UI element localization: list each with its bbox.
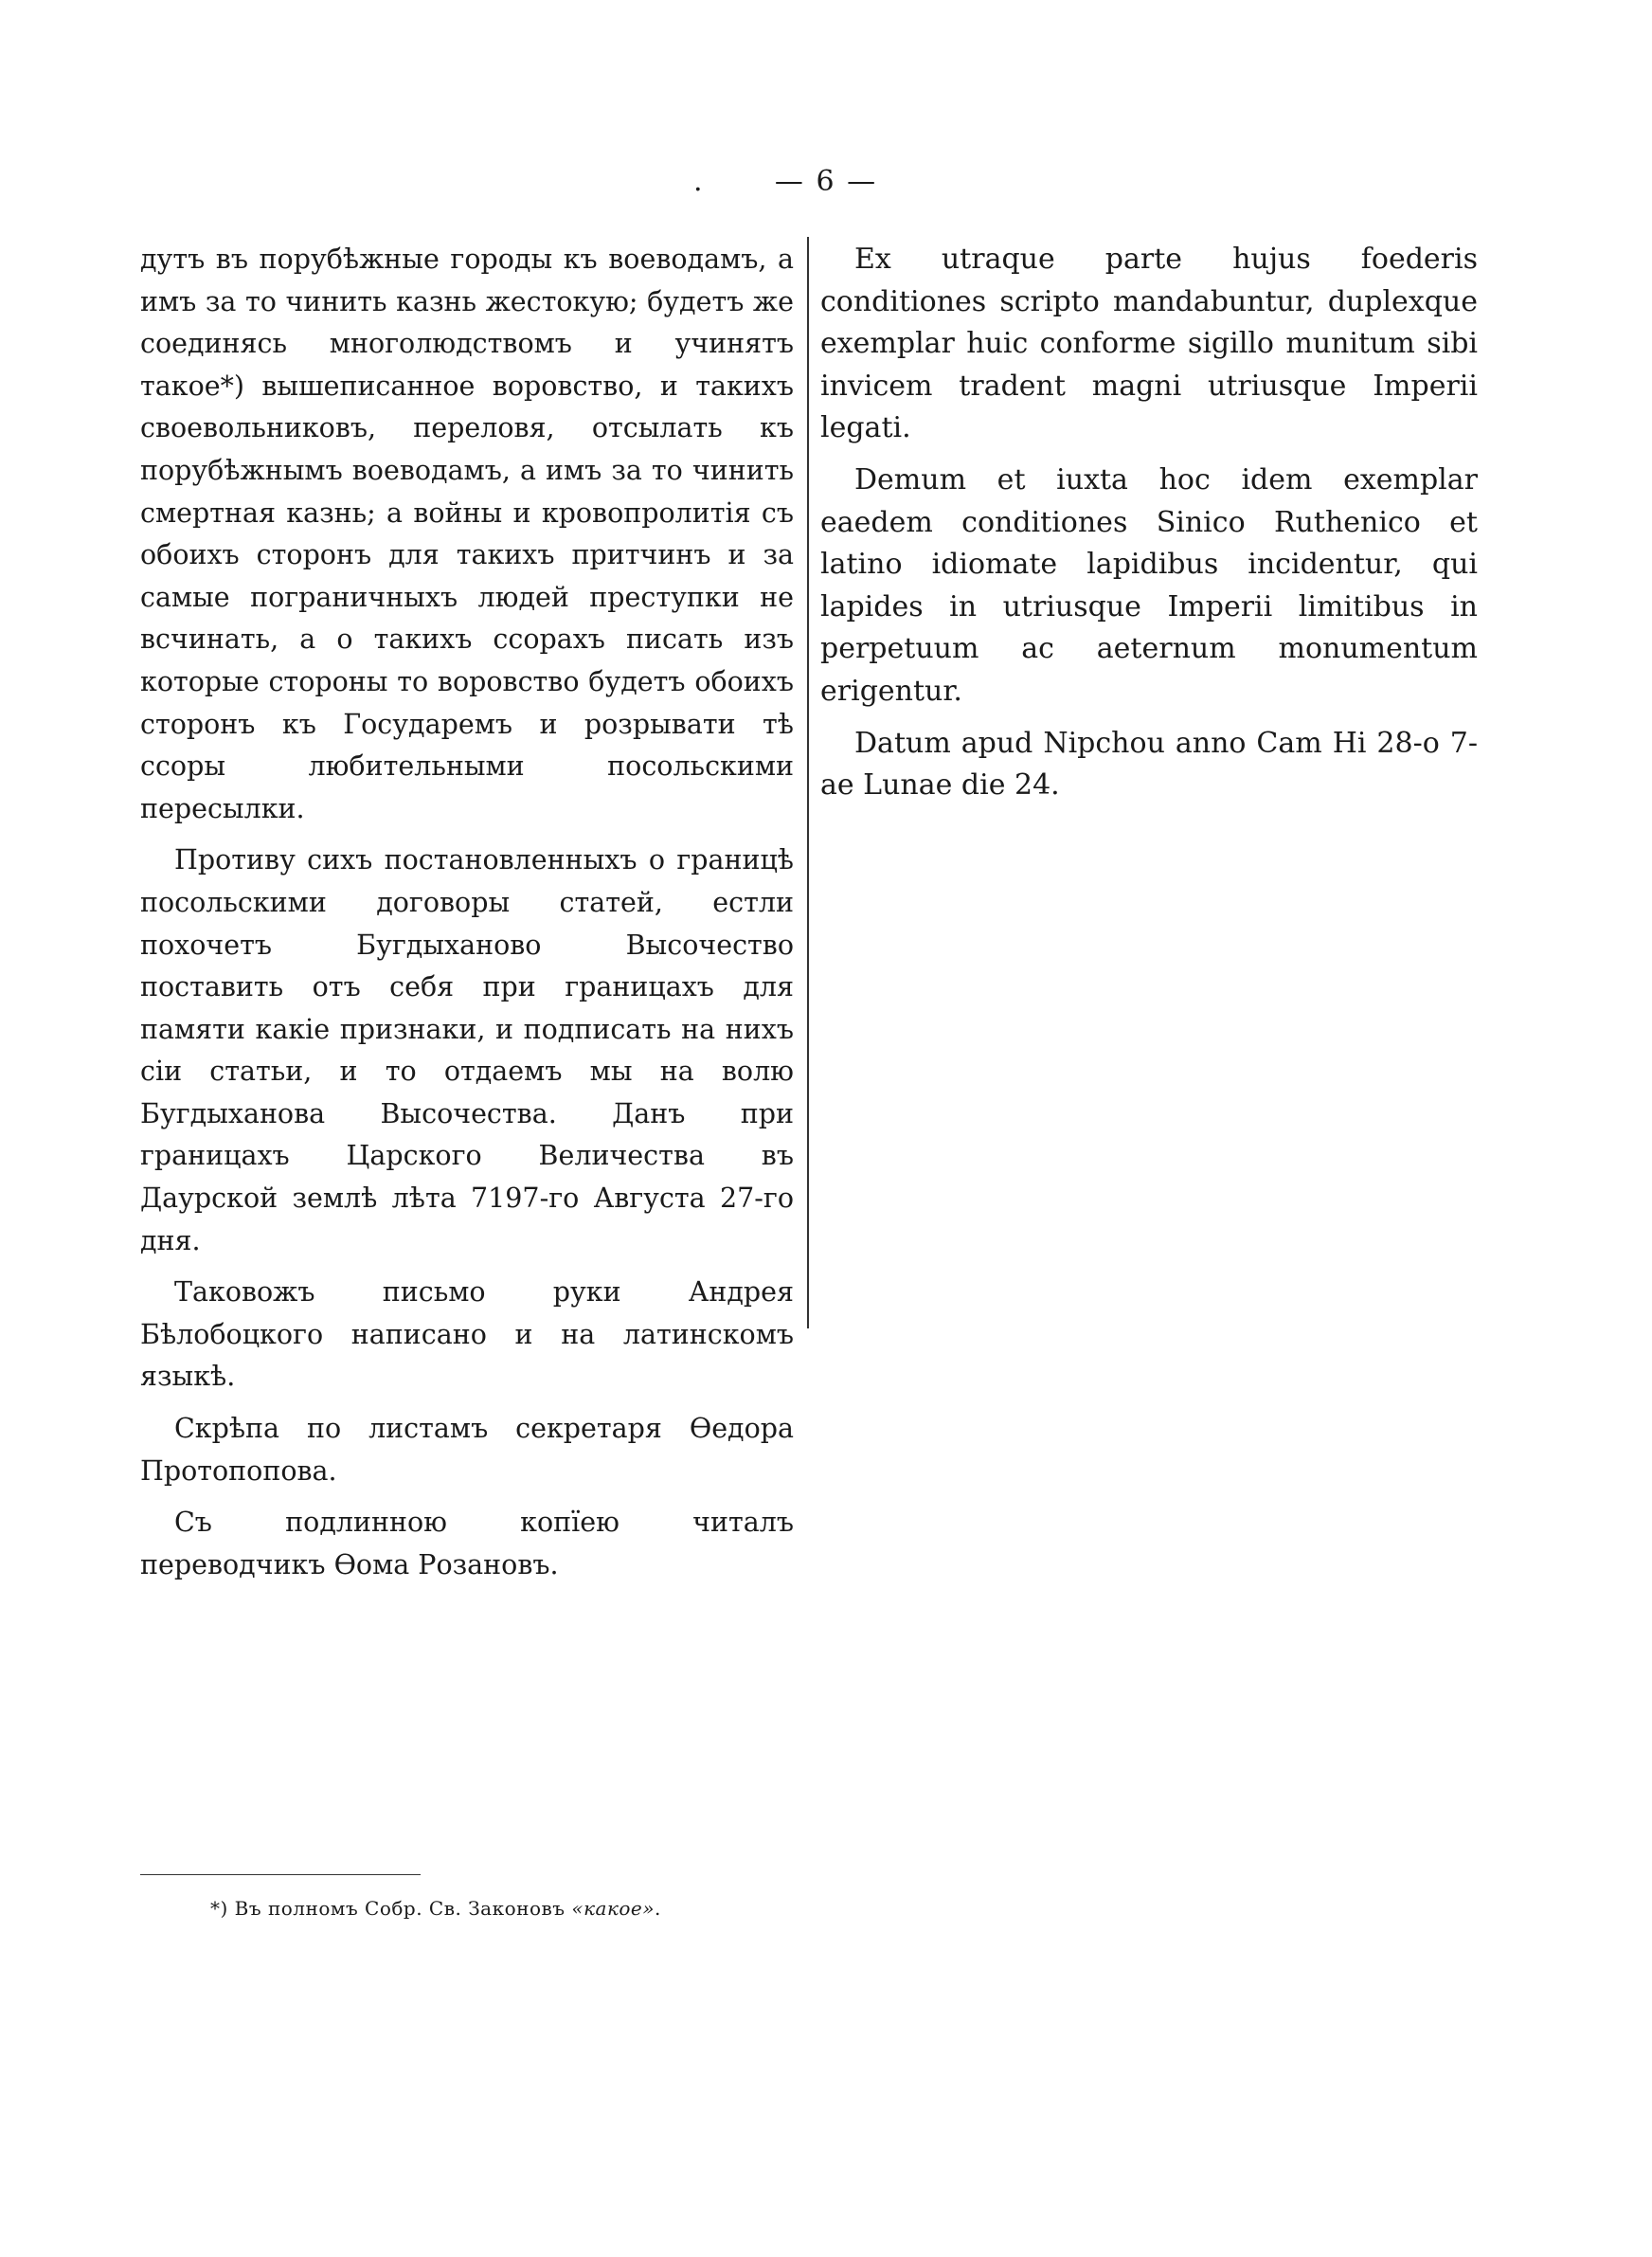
right-paragraph-1: Ex utraque parte hujus foederis conditiones scripto mandabuntur, duplexque exemplar huic conforme sigillo munitum sibi invicem tradent magni utriusque Imperii legati. [820, 243, 1478, 445]
footnote-end: . [655, 1897, 661, 1920]
footnote-text: *) Въ полномъ Собр. Св. Законовъ [210, 1897, 572, 1920]
left-paragraph-1: дутъ въ порубѣжные городы къ воеводамъ, а имъ за то чинить казнь жестокую; будетъ же соединясь многолюдствомъ и учинятъ такое*) вышеписанное воровство, и такихъ своевольниковъ, переловя, отсылать къ порубѣжнымъ воеводамъ, а имъ за то чинить смертная казнь; а войны и кровопролитія съ обоихъ сторонъ для такихъ притчинъ и за самые пограничныхъ людей преступки не всчинать, а о такихъ ссорахъ писать изъ которые стороны то воровство будетъ обоихъ сторонъ къ Государемъ и розрывати тѣ ссоры любительными посольскими пересылки. [140, 244, 794, 824]
left-paragraph-3: Таковожъ письмо руки Андрея Бѣлобоцкого написано и на латинскомъ языкѣ. [140, 1276, 794, 1393]
left-paragraph-5: Съ подлинною копїею читалъ переводчикъ Ѳома Розановъ. [140, 1507, 794, 1580]
right-column [820, 239, 1478, 817]
page-mark: . [693, 165, 705, 198]
page-number [0, 165, 1652, 198]
right-paragraph-3: Datum apud Nipchou anno Cam Hi 28-o 7-ae Lunae die 24. [820, 726, 1478, 803]
footnote-rule [140, 1874, 421, 1875]
footnote [210, 1897, 661, 1920]
column-divider [807, 237, 809, 1328]
footnote-emphasis: «какое» [571, 1897, 655, 1920]
left-paragraph-4: Скрѣпа по листамъ секретаря Ѳедора Протопопова. [140, 1413, 794, 1487]
left-column [140, 239, 794, 1596]
right-paragraph-2: Demum et iuxta hoc idem exemplar eaedem conditiones Sinico Ruthenico et latino idiomate lapidibus incidentur, qui lapides in utriusque Imperii limitibus in perpetuum ac aeternum monumentum erigentur. [820, 462, 1478, 708]
page-number-text: — 6 — [774, 165, 878, 198]
left-paragraph-2: Противу сихъ постановленныхъ о границѣ посольскими договоры статей, естли похочетъ Бугдыханово Высочество поставить отъ себя при границахъ для памяти какіе признаки, и подписать на нихъ сіи статьи, и то отдаемъ мы на волю Бугдыханова Высочества. Данъ при границахъ Царского Величества въ Даурской землѣ лѣта 7197-го Августа 27-го дня. [140, 844, 794, 1256]
